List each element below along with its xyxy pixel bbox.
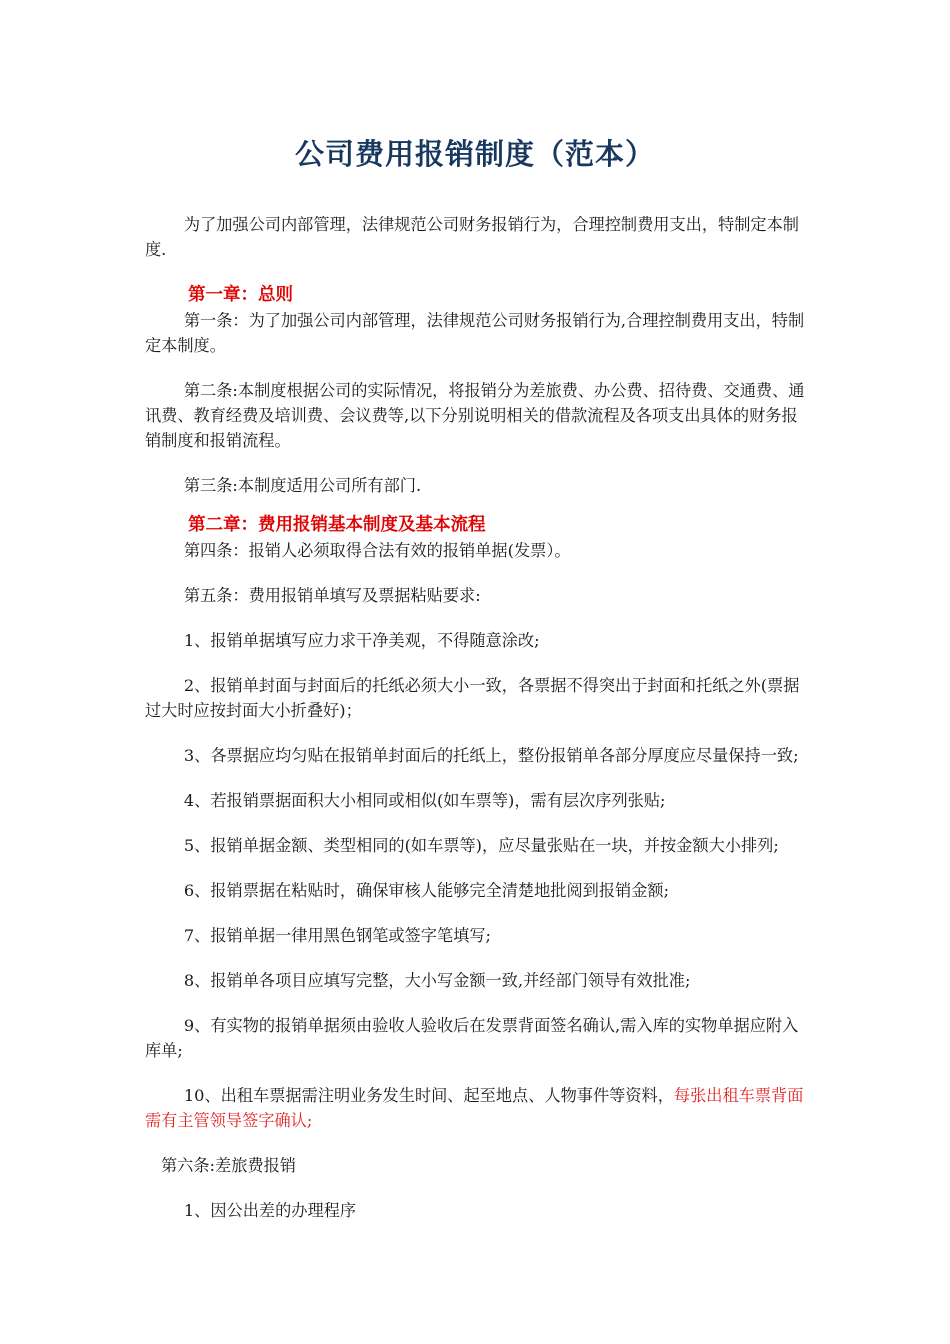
- list-item: 5、报销单据金额、类型相同的(如车票等)，应尽量张贴在一块，并按金额大小排列;: [183, 836, 779, 855]
- list-item: 4、若报销票据面积大小相同或相似(如车票等)，需有层次序列张贴;: [183, 791, 666, 810]
- article-1: 第一条：为了加强公司内部管理，法律规范公司财务报销行为,合理控制费用支出，特制定本制度。: [145, 311, 805, 355]
- list-item: 6、报销票据在粘贴时，确保审核人能够完全清楚地批阅到报销金额;: [183, 881, 670, 900]
- article-6: 第六条:差旅费报销: [161, 1156, 296, 1175]
- chapter-2-heading: 第二章：费用报销基本制度及基本流程: [188, 515, 486, 535]
- list-item: 3、各票据应均匀贴在报销单封面后的托纸上，整份报销单各部分厚度应尽量保持一致;: [183, 746, 799, 765]
- list-item-10: [145, 1083, 813, 1133]
- article-3: 第三条:本制度适用公司所有部门.: [183, 476, 422, 495]
- item-10-highlight: 每张出租车票背面需有主管领导签字确认;: [145, 1086, 804, 1130]
- article-5: 第五条：费用报销单填写及票据粘贴要求:: [183, 586, 481, 605]
- document-body: [145, 212, 813, 1243]
- chapter-1-heading: 第一章：总则: [188, 285, 293, 305]
- item-10-text: 10、出租车票据需注明业务发生时间、起至地点、人物事件等资料，: [183, 1086, 674, 1105]
- list-item: 8、报销单各项目应填写完整，大小写金额一致,并经部门领导有效批准;: [183, 971, 691, 990]
- article-4: 第四条：报销人必须取得合法有效的报销单据(发票）。: [183, 541, 571, 560]
- article-6-item-1: 1、因公出差的办理程序: [183, 1201, 357, 1220]
- list-item: 7、报销单据一律用黑色钢笔或签字笔填写;: [183, 926, 492, 945]
- article-2: 第二条:本制度根据公司的实际情况，将报销分为差旅费、办公费、招待费、交通费、通讯费、教育经费及培训费、会议费等,以下分别说明相关的借款流程及各项支出具体的财务报销制度和报销流程。: [145, 381, 805, 450]
- list-item: 1、报销单据填写应力求干净美观，不得随意涂改;: [183, 631, 540, 650]
- intro-paragraph: 为了加强公司内部管理，法律规范公司财务报销行为，合理控制费用支出，特制定本制度.: [145, 215, 799, 259]
- list-item: 2、报销单封面与封面后的托纸必须大小一致，各票据不得突出于封面和托纸之外(票据过大时应按封面大小折叠好)；: [145, 676, 800, 720]
- document-title: 公司费用报销制度（范本）: [294, 137, 655, 171]
- list-item: 9、有实物的报销单据须由验收人验收后在发票背面签名确认,需入库的实物单据应附入库单;: [145, 1016, 799, 1060]
